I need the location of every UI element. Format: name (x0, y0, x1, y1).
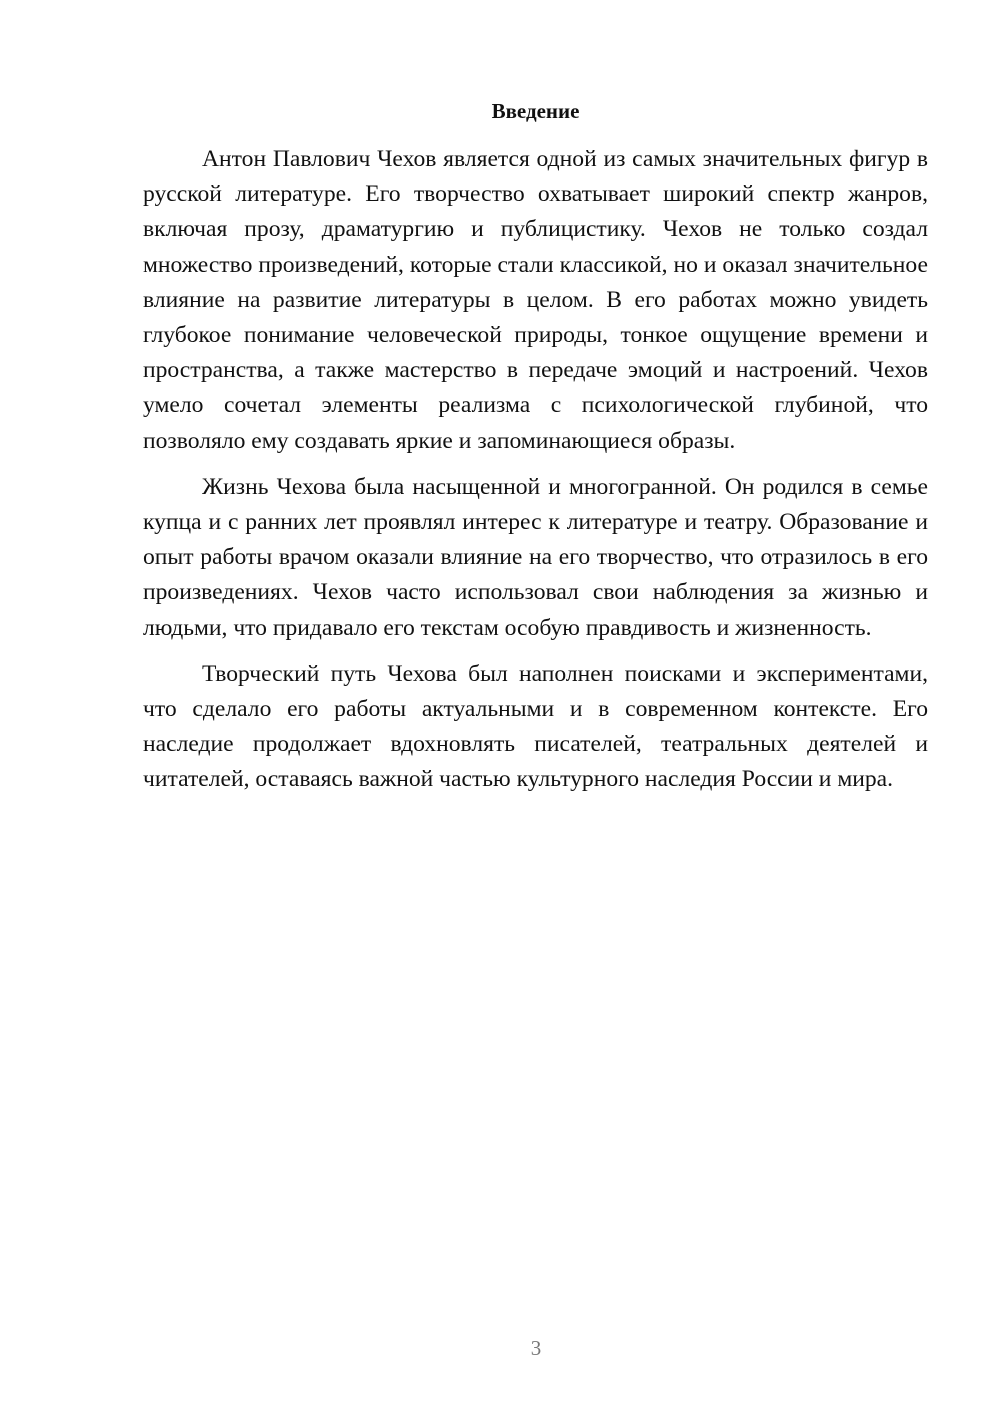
section-title: Введение (491, 99, 580, 123)
paragraph-intro: Антон Павлович Чехов является одной из самых значительных фигур в русской литературе. Его творчество охватывает широкий спектр жанров, включая прозу, драматургию и публицистику. Чехов не только создал множество произведений, которые стали классикой, но и оказал значительное влияние на развитие литературы в целом. В его работах можно увидеть глубокое понимание человеческой природы, тонкое ощущение времени и пространства, а также мастерство в передаче эмоций и настроений. Чехов умело сочетал элементы реализма с психологической глубиной, что позволяло ему создавать яркие и запоминающиеся образы. (143, 146, 928, 454)
page-number: 3 (530, 1336, 542, 1360)
paragraph-legacy: Творческий путь Чехова был наполнен поисками и экспериментами, что сделало его работы актуальными и в современном контексте. Его наследие продолжает вдохновлять писателей, театральных деятелей и читателей, оставаясь важной частью культурного наследия России и мира. (143, 660, 928, 793)
paragraph-biography: Жизнь Чехова была насыщенной и многогранной. Он родился в семье купца и с ранних лет проявлял интерес к литературе и театру. Образование и опыт работы врачом оказали влияние на его творчество, что отразилось в его произведениях. Чехов часто использовал свои наблюдения за жизнью и людьми, что придавало его текстам особую правдивость и жизненность. (143, 473, 928, 641)
body-text (143, 142, 928, 809)
